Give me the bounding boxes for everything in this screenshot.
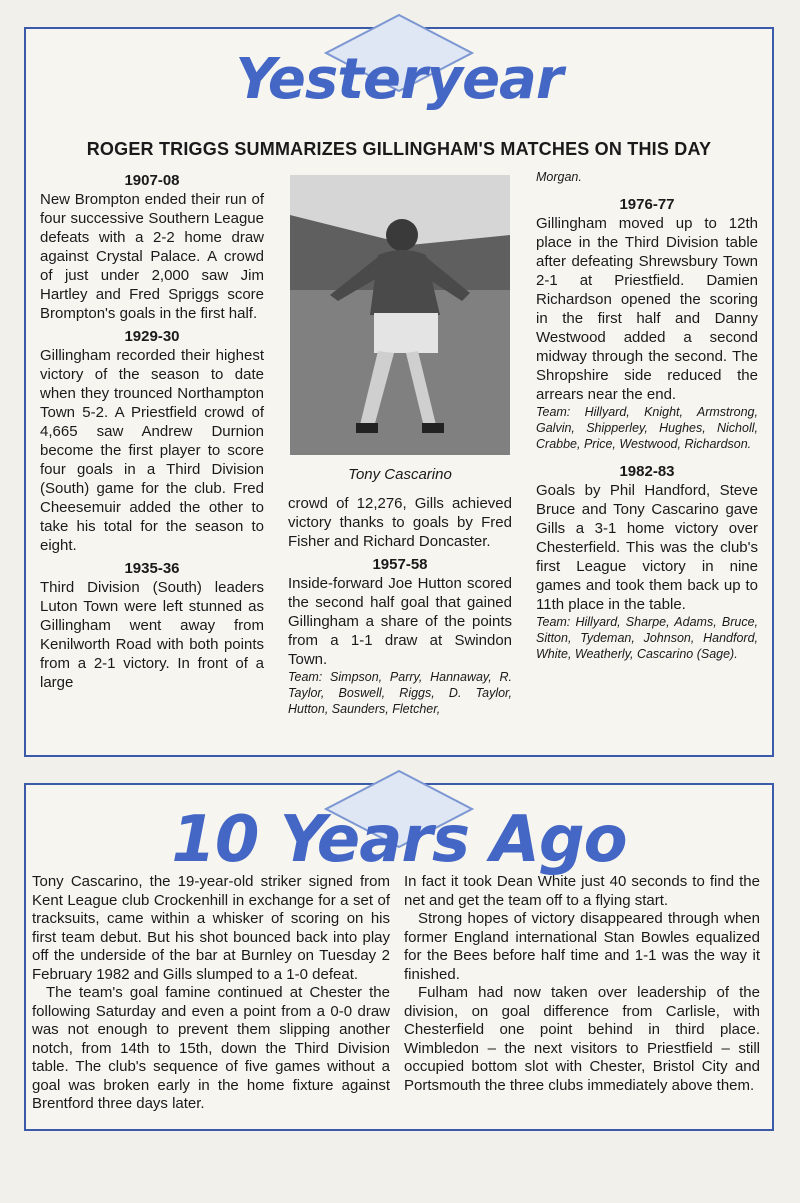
player-figure	[290, 175, 510, 455]
entry-year: 1907-08	[124, 172, 180, 189]
entry-year: 1935-36	[124, 560, 180, 577]
ten-years-ago-right-column	[404, 873, 760, 1095]
player-photo	[290, 175, 510, 455]
yesteryear-title: Yesteryear	[235, 47, 563, 112]
ten-years-ago-title: 10 Years Ago	[171, 803, 627, 877]
entry-year: 1957-58	[372, 556, 428, 573]
ten-years-ago-left-column	[32, 873, 390, 1114]
entry-team: Team: Hillyard, Knight, Armstrong, Galvin, Shipperley, Hughes, Nicholl, Crabbe, Price, Westwood, Richardson.	[536, 405, 758, 451]
column-1	[40, 171, 264, 692]
entry-team: Team: Hillyard, Sharpe, Adams, Bruce, Sitton, Tydeman, Johnson, Handford, White, Weatherly, Cascarino (Sage).	[536, 615, 758, 661]
entry-team: Team: Simpson, Parry, Hannaway, R. Taylor, Boswell, Riggs, D. Taylor, Hutton, Saunders, Fletcher,	[288, 670, 512, 716]
entry-year: 1929-30	[124, 328, 180, 345]
paragraph: The team's goal famine continued at Chester the following Saturday and even a point from a 0-0 draw was not enough to prevent them slipping another notch, from 14th to 15th, down the Third Division table. The club's sequence of five games without a goal was broken early in the home fixture against Brentford three days later.	[32, 984, 390, 1112]
entry-year: 1982-83	[619, 463, 675, 480]
entry-text: New Brompton ended their run of four successive Southern League defeats with a 2-2 home draw against Crystal Palace. A crowd of just under 2,000 saw Jim Hartley and Fred Spriggs score Brompton's goals in the first half.	[40, 191, 264, 322]
photo-caption: Tony Cascarino	[348, 466, 452, 483]
paragraph: In fact it took Dean White just 40 seconds to find the net and get the team off to a flying start.	[404, 873, 760, 909]
entry-text: Gillingham moved up to 12th place in the Third Division table after defeating Shrewsbury Town 2-1 at Priestfield. Damien Richardson opened the scoring in the first half and Danny Westwood added a second midway through the second. The Shropshire side reduced the arrears near the end.	[536, 215, 758, 403]
yesteryear-panel	[24, 27, 774, 757]
entry-text: Gillingham recorded their highest victory of the season to date when they trounced Northampton Town 5-2. A Priestfield crowd of 4,665 saw Andrew Durnion become the first player to score four goals in a Third Division (South) game for the club. Fred Cheesemuir added the other to take his total for the season to eight.	[40, 347, 264, 554]
entry-team-continued: Morgan.	[536, 170, 582, 184]
entry-text: Inside-forward Joe Hutton scored the second half goal that gained Gillingham a share of the points from a 1-1 draw at Swindon Town.	[288, 575, 512, 668]
column-2	[288, 171, 512, 717]
entry-text: Goals by Phil Handford, Steve Bruce and Tony Cascarino gave Gills a 3-1 home victory over Chesterfield. This was the club's first League victory in nine games and took them back up to 11th place in the table.	[536, 482, 758, 613]
yesteryear-subheading: ROGER TRIGGS SUMMARIZES GILLINGHAM'S MATCHES ON THIS DAY	[86, 139, 712, 159]
paragraph: Strong hopes of victory disappeared through when former England international Stan Bowles equalized for the Bees before half time and 1-1 was the way it finished.	[404, 910, 760, 983]
entry-year: 1976-77	[619, 196, 675, 213]
paragraph: Tony Cascarino, the 19-year-old striker signed from Kent League club Crockenhill in exchange for a set of tracksuits, came within a whisker of scoring on his first team debut. But his shot bounced back into play off the underside of the bar at Burnley on Tuesday 2 February 1982 and Gills slumped to a 1-0 defeat.	[32, 873, 390, 983]
column-3	[536, 171, 758, 662]
entry-text-continued: crowd of 12,276, Gills achieved victory thanks to goals by Fred Fisher and Richard Doncaster.	[288, 495, 512, 550]
paragraph: Fulham had now taken over leadership of the division, on goal difference from Carlisle, with Chesterfield one point behind in third place. Wimbledon – the next visitors to Priestfield – still occupied bottom slot with Chester, Bristol City and Portsmouth the three clubs immediately above them.	[404, 984, 760, 1094]
entry-text: Third Division (South) leaders Luton Town were left stunned as Gillingham went away from Kenilworth Road with both points from a 2-1 victory. In front of a large	[40, 579, 264, 691]
ten-years-ago-panel	[24, 783, 774, 1131]
